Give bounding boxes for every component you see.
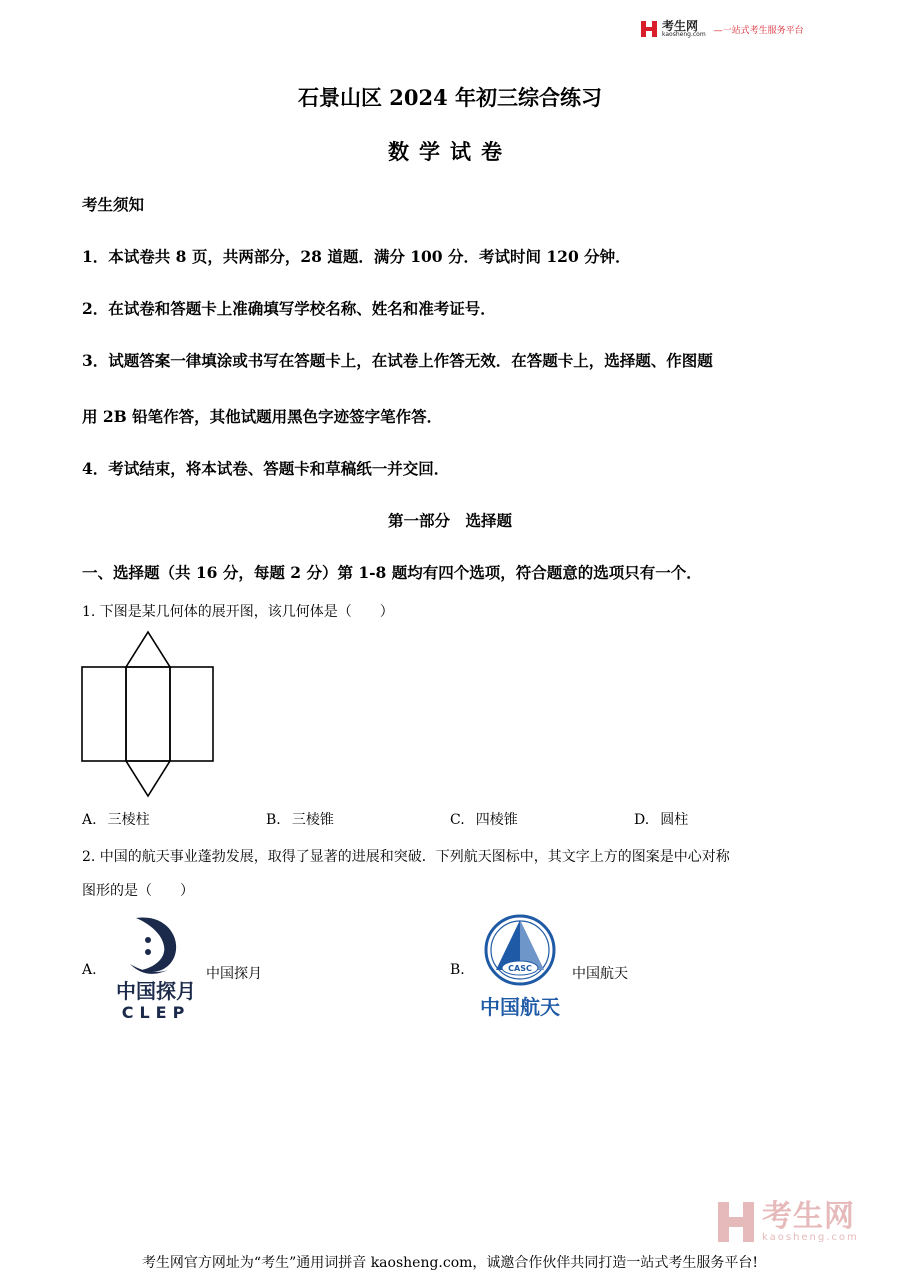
watermark-brand-cn: 考生网 <box>762 1198 855 1234</box>
q1-option-a-letter: A. <box>82 812 97 828</box>
q1-option-c-letter: C. <box>450 812 465 828</box>
q1-option-b-letter: B. <box>266 812 281 828</box>
header-brand-name: 考生网 <box>662 19 699 33</box>
net-right-face <box>170 667 213 761</box>
section-heading: 一、选择题（共 16 分，每题 2 分）第 1-8 题均有四个选项，符合题意的选项只有一个． <box>82 563 702 582</box>
header-slogan: —一站式考生服务平台 <box>713 25 804 36</box>
q1-option-d-letter: D. <box>634 812 650 828</box>
casc-logo-en: CASC <box>508 964 532 973</box>
net-bottom-triangle <box>126 761 170 796</box>
notice-item-3: 3．试题答案一律填涂或书写在答题卡上，在试卷上作答无效．在答题卡上，选择题、作图题 <box>82 351 713 370</box>
notice-item-3-cont: 用 2B 铅笔作答，其他试题用黑色字迹签字笔作答． <box>82 407 443 426</box>
exam-title: 石景山区 2024 年初三综合练习 <box>297 85 603 110</box>
clep-crescent-shape <box>136 917 176 971</box>
q1-option-d[interactable] <box>634 809 688 829</box>
kaosheng-logo-icon <box>640 20 658 38</box>
casc-logo-icon <box>476 914 568 1020</box>
q2-option-b-text: 中国航天 <box>572 966 628 982</box>
notice-item-2: 2．在试卷和答题卡上准确填写学校名称、姓名和准考证号． <box>82 299 496 318</box>
casc-logo-cn: 中国航天 <box>480 995 560 1019</box>
notice-item-4: 4．考试结束，将本试卷、答题卡和草稿纸一并交回． <box>82 459 450 478</box>
exam-subject-title: 数学试卷 <box>388 139 512 164</box>
net-top-triangle <box>126 632 170 667</box>
clep-logo-icon <box>106 910 206 1022</box>
notice-heading: 考生须知 <box>82 195 145 214</box>
clep-logo-cn: 中国探月 <box>116 979 196 1003</box>
q1-net-figure <box>80 630 216 800</box>
q1-option-d-text: 圆柱 <box>660 812 689 828</box>
footer-watermark <box>716 1200 859 1244</box>
q1-option-c-text: 四棱锥 <box>475 812 518 828</box>
q2-option-a-letter: A. <box>82 962 97 978</box>
q2-option-b-letter: B. <box>450 962 465 978</box>
net-middle-face <box>126 667 170 761</box>
q1-option-c[interactable] <box>450 809 518 829</box>
q1-option-a[interactable] <box>82 809 150 829</box>
part1-heading: 第一部分 选择题 <box>387 511 512 530</box>
footer-text: 考生网官方网址为“考生”通用词拼音 kaosheng.com，诚邀合作伙伴共同打造一站式考生服务平台! <box>141 1255 759 1271</box>
watermark-logo-icon <box>716 1200 756 1244</box>
header-logo <box>640 20 804 38</box>
q2-stem-line1: 2. 中国的航天事业蓬勃发展，取得了显著的进展和突破．下列航天图标中，其文字上方的图案是中心对称 <box>82 849 730 865</box>
net-left-face <box>82 667 126 761</box>
q1-stem: 1. 下图是某几何体的展开图，该几何体是（ ） <box>82 604 394 620</box>
header-brand-url: kaosheng.com <box>662 31 706 38</box>
notice-item-1: 1．本试卷共 8 页，共两部分，28 道题．满分 100 分．考试时间 120 分钟． <box>82 247 631 266</box>
q2-option-a-text: 中国探月 <box>206 966 262 982</box>
watermark-brand-en: kaosheng.com <box>762 1231 859 1243</box>
q1-option-a-text: 三棱柱 <box>107 812 150 828</box>
q1-option-b-text: 三棱锥 <box>291 812 334 828</box>
clep-logo-en: CLEP <box>121 1003 191 1022</box>
q2-stem-line2: 图形的是（ ） <box>82 883 194 899</box>
q1-option-b[interactable] <box>266 809 334 829</box>
